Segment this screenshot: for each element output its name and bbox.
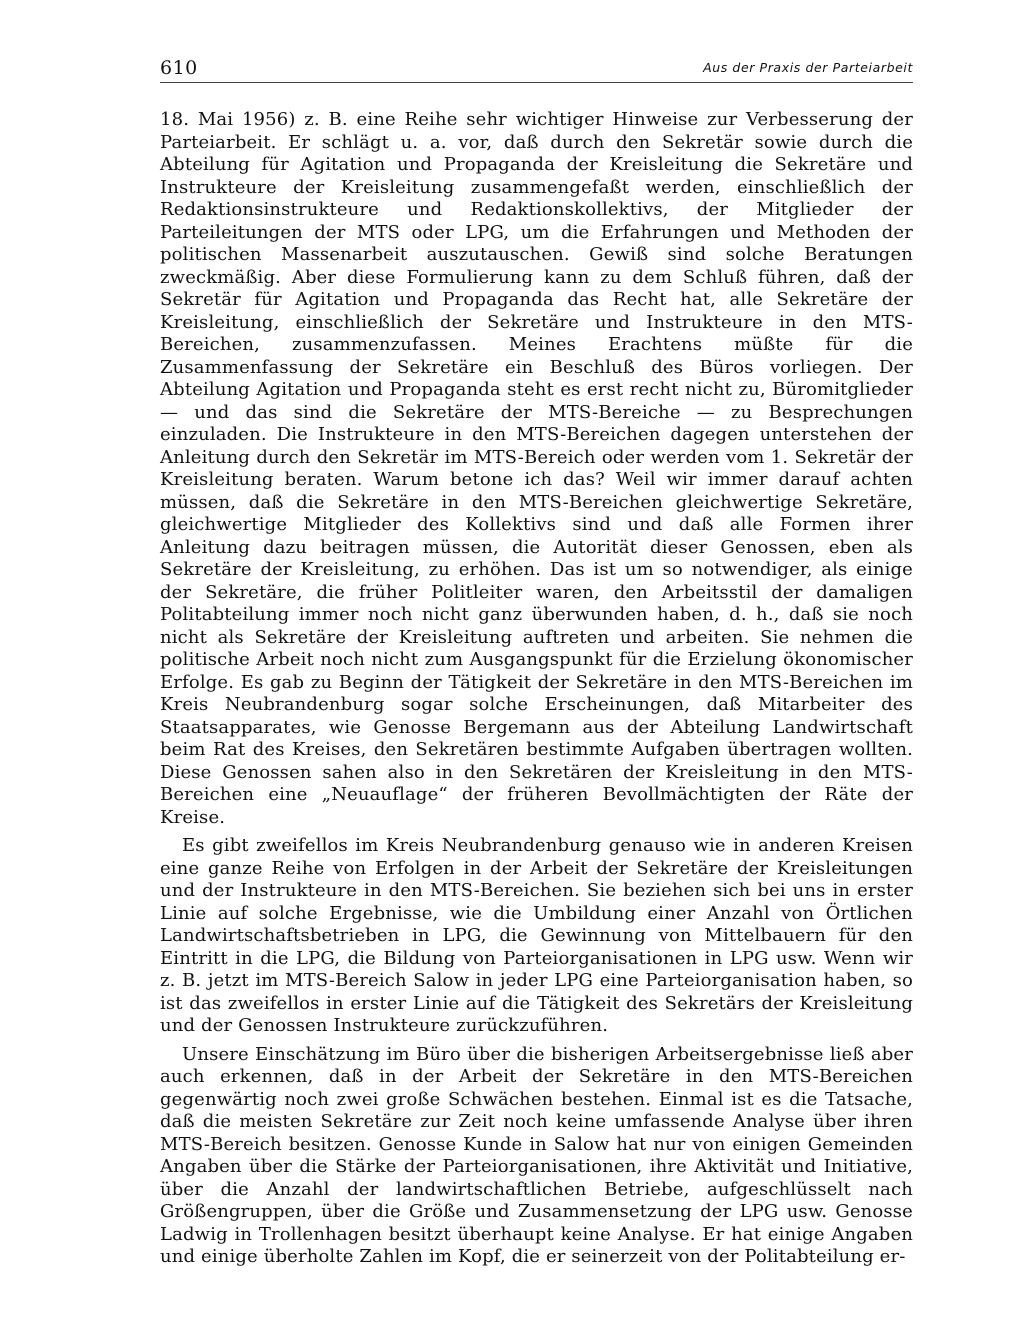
- page-number: 610: [160, 57, 198, 79]
- paragraph-1: 18. Mai 1956) z. B. eine Reihe sehr wichtiger Hinweise zur Verbesserung der Parteiarbeit. Er schlägt u. a. vor, daß durch den Sekretär sowie durch die Abteilung für Agitation und Propaganda der Kreisleitung die Sekretäre und Instrukteure der Kreisleitung zusammengefaßt werden, einschließlich der Redaktionsinstrukteure und Redaktionskollektivs, der Mitglieder der Parteileitungen der MTS oder LPG, um die Erfahrungen und Methoden der politischen Massenarbeit auszutauschen. Gewiß sind solche Beratungen zweckmäßig. Aber diese Formulierung kann zu dem Schluß führen, daß der Sekretär für Agitation und Propaganda das Recht hat, alle Sekretäre der Kreisleitung, einschließlich der Sekretäre und Instrukteure in den MTS-Bereichen, zusammenzufassen. Meines Erachtens müßte für die Zusammenfassung der Sekretäre ein Beschluß des Büros vorliegen. Der Abteilung Agitation und Propaganda steht es erst recht nicht zu, Büromitglieder — und das sind die Sekretäre der MTS-Bereiche — zu Besprechungen einzuladen. Die Instrukteure in den MTS-Bereichen dagegen unterstehen der Anleitung durch den Sekretär im MTS-Bereich oder werden vom 1. Sekretär der Kreisleitung beraten. Warum betone ich das? Weil wir immer darauf achten müssen, daß die Sekretäre in den MTS-Bereichen gleichwertige Sekretäre, gleichwertige Mitglieder des Kollektivs sind und daß alle Formen ihrer Anleitung dazu beitragen müssen, die Autorität dieser Genossen, eben als Sekretäre der Kreisleitung, zu erhöhen. Das ist um so notwendiger, als einige der Sekretäre, die früher Politleiter waren, den Arbeitsstil der damaligen Politabteilung immer noch nicht ganz überwunden haben, d. h., daß sie noch nicht als Sekretäre der Kreisleitung auftreten und arbeiten. Sie nehmen die politische Arbeit noch nicht zum Ausgangspunkt für die Erzielung ökonomischer Erfolge. Es gab zu Beginn der Tätigkeit der Sekretäre in den MTS-Bereichen im Kreis Neubrandenburg sogar solche Erscheinungen, daß Mitarbeiter des Staatsapparates, wie Genosse Bergemann aus der Abteilung Landwirtschaft beim Rat des Kreises, den Sekretären bestimmte Aufgaben übertragen wollten. Diese Genossen sahen also in den Sekretären der Kreisleitung in den MTS-Bereichen eine „Neuauflage“ der früheren Bevollmächtigten der Räte der Kreise.: [160, 109, 913, 828]
- page-header: [160, 56, 913, 82]
- paragraph-3: Unsere Einschätzung im Büro über die bisherigen Arbeitsergebnisse ließ aber auch erkennen, daß in der Arbeit der Sekretäre in den MTS-Bereichen gegenwärtig noch zwei große Schwächen bestehen. Einmal ist es die Tatsache, daß die meisten Sekretäre zur Zeit noch keine umfassende Analyse über ihren MTS-Bereich besitzen. Genosse Kunde in Salow hat nur von einigen Gemeinden Angaben über die Stärke der Parteiorganisationen, ihre Aktivität und Initiative, über die Anzahl der landwirtschaftlichen Betriebe, aufgeschlüsselt nach Größengruppen, über die Größe und Zusammensetzung der LPG usw. Genosse Ladwig in Trollenhagen besitzt überhaupt keine Analyse. Er hat einige Angaben und einige überholte Zahlen im Kopf, die er seinerzeit von der Politabteilung er-: [160, 1043, 913, 1267]
- running-head: Aus der Praxis der Parteiarbeit: [703, 60, 913, 75]
- paragraph-2: Es gibt zweifellos im Kreis Neubrandenburg genauso wie in anderen Kreisen eine ganze Reihe von Erfolgen in der Arbeit der Sekretäre der Kreisleitungen und der Instrukteure in den MTS-Bereichen. Sie beziehen sich bei uns in erster Linie auf solche Ergebnisse, wie die Umbildung einer Anzahl von Örtlichen Landwirtschaftsbetrieben in LPG, die Gewinnung von Mittelbauern für den Eintritt in die LPG, die Bildung von Parteiorganisationen in LPG usw. Wenn wir z. B. jetzt im MTS-Bereich Salow in jeder LPG eine Parteiorganisation haben, so ist das zweifellos in erster Linie auf die Tätigkeit des Sekretärs der Kreisleitung und der Genossen Instrukteure zurückzuführen.: [160, 835, 913, 1036]
- body-text: [160, 109, 913, 1275]
- header-rule: [160, 82, 913, 83]
